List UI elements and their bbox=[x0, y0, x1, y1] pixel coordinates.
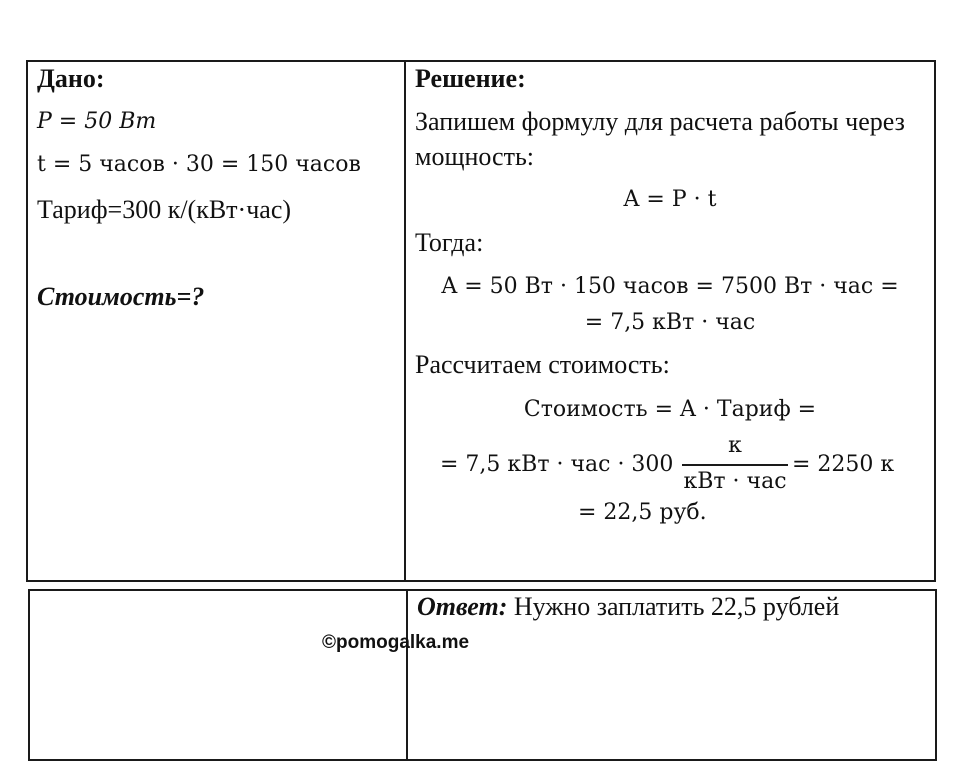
work-calc-line-1: A = 50 Вт · 150 часов = 7500 Вт · час = bbox=[441, 274, 899, 299]
given-time: t = 5 часов · 30 = 150 часов bbox=[37, 152, 361, 177]
work-calc-line-2: = 7,5 кВт · час bbox=[584, 310, 756, 335]
fraction-numerator: к bbox=[728, 433, 742, 458]
cost-calc-right: = 2250 к bbox=[792, 452, 895, 477]
fraction-bar bbox=[682, 464, 788, 466]
cost-intro: Рассчитаем стоимость: bbox=[415, 350, 670, 379]
fraction-denominator: кВт · час bbox=[683, 469, 787, 494]
cost-formula: Стоимость = A · Тариф = bbox=[523, 397, 817, 422]
work-formula: A = P · t bbox=[623, 187, 717, 212]
cost-calc-left: = 7,5 кВт · час · 300 bbox=[440, 452, 674, 477]
answer-divider bbox=[406, 589, 408, 761]
answer-text: Нужно заплатить 22,5 рублей bbox=[507, 592, 840, 621]
answer-line bbox=[417, 592, 839, 622]
find-cost: Стоимость=? bbox=[37, 282, 205, 311]
watermark: ©pomogalka.me bbox=[322, 632, 470, 653]
cost-final: = 22,5 руб. bbox=[578, 500, 707, 525]
solution-intro-line-2: мощность: bbox=[415, 142, 535, 171]
given-power: P = 50 Вт bbox=[37, 109, 157, 134]
answer-label: Ответ: bbox=[417, 592, 508, 621]
given-tariff: Тариф=300 к/(кВт·час) bbox=[37, 195, 292, 224]
given-header: Дано: bbox=[37, 64, 105, 93]
solution-intro-line-1: Запишем формулу для расчета работы через bbox=[415, 107, 905, 136]
solution-header: Решение: bbox=[415, 64, 526, 93]
solution-then: Тогда: bbox=[415, 228, 484, 257]
